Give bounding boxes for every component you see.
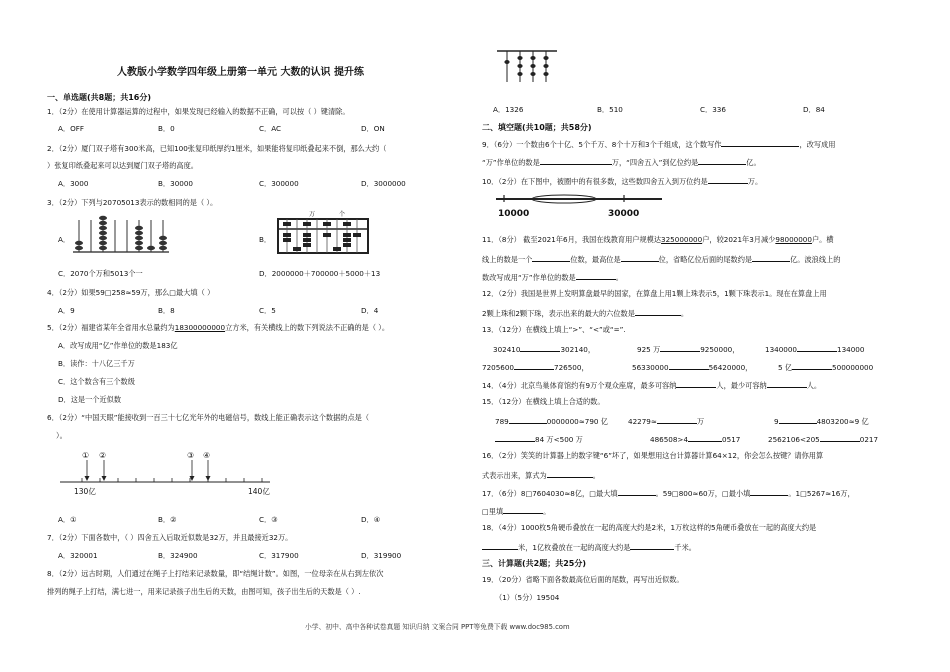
q11-text-2a: 线上的数是一个 [482, 255, 533, 264]
q13-right: 134000 [837, 345, 865, 354]
q9-text-1b: ，改写成用 [799, 140, 836, 149]
q13-blank[interactable] [669, 362, 709, 370]
question-18-line-2 [482, 542, 696, 551]
q17-blank-3[interactable] [503, 506, 543, 514]
q13-left: 56330000 [632, 363, 669, 372]
q13-row-2-item-1 [482, 362, 589, 371]
question-6-line-2: ）。 [56, 431, 67, 440]
q13-blank[interactable] [797, 344, 837, 352]
q15-right: 4803200≈9 亿 [816, 417, 869, 426]
q10-number-line-figure [494, 188, 664, 220]
q9-blank-3[interactable] [698, 157, 746, 165]
section-calculation: 三、计算题(共2题；共25分) [482, 559, 587, 568]
q4-option-a: A．9 [58, 306, 75, 315]
question-12-line-1: 12．（2分）我国是世界上发明算盘最早的国家，在算盘上用1颗上珠表示5，1颗下珠表示1。现在在算盘上用 [482, 289, 827, 298]
q15-blank[interactable] [509, 416, 547, 424]
q13-right: 500000000 [832, 363, 874, 372]
q13-row-2-item-2 [632, 362, 752, 371]
q13-right: 726500， [554, 363, 589, 372]
q3-option-a: A． [58, 235, 71, 244]
document-title: 人教版小学数学四年级上册第一单元 大数的认识 提升练 [117, 67, 364, 78]
q11-text-2b: 位数，最高位是 [570, 255, 621, 264]
q13-left: 925 万 [637, 345, 661, 354]
q2-option-b: B．30000 [158, 179, 193, 188]
q10-text-end: 万。 [747, 177, 763, 186]
section-fill-in: 二、填空题(共10题；共58分) [482, 123, 592, 132]
q8-option-d: D．84 [803, 105, 825, 114]
q9-text-2a: “万”作单位的数是 [482, 158, 540, 167]
q13-row-1-item-3 [765, 344, 864, 353]
q15-row-1-item-1 [495, 416, 608, 425]
q17-text-2b: 。 [543, 507, 551, 516]
question-18-line-1: 18．（4分）1000枚5角硬币叠放在一起的高度大约是2米，1万枚这样的5角硬币叠放在一起的高度大约是 [482, 523, 817, 532]
q13-row-1-item-1 [493, 344, 595, 353]
q5-option-d: D．这是一个近似数 [58, 395, 122, 404]
question-17-line-1 [482, 488, 855, 497]
question-11-line-2 [482, 254, 840, 263]
question-2-line-1: 2．（2分）厦门双子塔有300米高，已知100张复印纸厚约1厘米，如果能将复印纸叠起来不倒，那么大约（ [47, 144, 387, 153]
q11-blank-2[interactable] [621, 254, 659, 262]
q13-left: 1340000 [765, 345, 798, 354]
q14-text-a: 14．（4分）北京鸟巢体育馆约有9万个观众座席，最多可容纳 [482, 381, 677, 390]
q15-left: 2562106<205 [768, 435, 820, 444]
q1-option-b: B．0 [158, 124, 175, 133]
q9-blank-1[interactable] [721, 139, 799, 147]
q17-blank-1[interactable] [618, 488, 656, 496]
question-13: 13．（12分）在横线上填上“>”、“<”或“=”. [482, 325, 626, 334]
q8-option-a: A．1326 [493, 105, 524, 114]
q10-tick-10000: 10000 [498, 209, 530, 219]
q17-blank-2[interactable] [750, 488, 788, 496]
q2-option-d: D．3000000 [361, 179, 406, 188]
q3-option-c: C．2070个万和5013个一 [58, 269, 143, 278]
q16-text-end: 。 [592, 471, 600, 480]
q15-row-1-item-2 [628, 416, 704, 425]
q5-option-b: B．读作：十八亿三千万 [58, 359, 135, 368]
q1-option-c: C．AC [259, 124, 282, 133]
question-8-line-2: 排列的绳子上打结，满七进一，用来记录孩子出生后的天数，由图可知，孩子出生后的天数是（ ）. [47, 587, 361, 596]
question-6-line-1: 6．（2分）“中国天眼”能接收到一百三十七亿光年外的电磁信号，数线上能正确表示这个数据的点是（ [47, 413, 370, 422]
abacus-label-wan: 万 [309, 211, 316, 218]
question-7: 7．（2分）下面各数中，（ ）四舍五入后取近似数是32万，并且最接近32万。 [47, 533, 293, 542]
q5-text-pre: 5．（2分）福建省某年全省用水总量约为 [47, 323, 175, 332]
q18-text-2b: 千米。 [674, 543, 696, 552]
q2-option-c: C．300000 [259, 179, 299, 188]
question-16-line-1: 16．（2分）笑笑的计算器上的数字键“6”坏了，如果想用这台计算器计算64×12，你会怎么按键？请你用算 [482, 451, 824, 460]
q14-text-b: 人，最少可容纳 [716, 381, 767, 390]
q10-text: 10．（2分）在下图中，被圈中的有很多数，这些数四舍五入到万位约是 [482, 177, 708, 186]
q10-blank[interactable] [708, 176, 748, 184]
q9-text-2b: 万，“四舍五入”到亿位约是 [611, 158, 699, 167]
knot-rope-figure [493, 48, 561, 86]
q16-text: 式表示出来，算式为 [482, 471, 547, 480]
q4-option-c: C．5 [259, 306, 276, 315]
q7-option-c: C．317900 [259, 551, 299, 560]
question-1: 1．（2分）在使用计算器运算的过程中，如果发现已经输入的数据不正确，可以按（ ）键清除。 [47, 107, 350, 116]
q14-blank-2[interactable] [767, 380, 807, 388]
question-8-line-1: 8．（2分）远古时期，人们通过在绳子上打结来记录数量，即“结绳计数”。如图，一位母亲在从右到左依次 [47, 569, 384, 578]
q3-abacus-a-figure [71, 212, 171, 256]
q13-blank[interactable] [520, 344, 560, 352]
question-11-line-1 [482, 236, 834, 243]
q13-left: 302410 [493, 345, 521, 354]
q18-text-2a: 米，1亿枚叠放在一起的高度大约是 [518, 543, 631, 552]
q1-option-d: D．ON [361, 124, 385, 133]
question-3: 3．（2分）下列与20705013表示的数相同的是（ ）。 [47, 198, 218, 207]
q11-blank-1[interactable] [532, 254, 570, 262]
q4-option-d: D．4 [361, 306, 379, 315]
q15-blank[interactable] [688, 434, 722, 442]
q11-wavy-number: 98000000 [775, 235, 812, 244]
q5-option-c: C．这个数含有三个数级 [58, 377, 135, 386]
q15-right: 84 万<500 万 [535, 435, 583, 444]
q14-text-c: 人。 [806, 381, 822, 390]
q15-row-2-item-1 [495, 434, 583, 443]
q15-right: 万 [696, 417, 705, 426]
q6-number-line-figure [60, 448, 275, 500]
q13-blank[interactable] [792, 362, 832, 370]
q13-right: 302140， [560, 345, 596, 354]
point-marker-2: ② [99, 451, 107, 460]
q9-text-2c: 亿。 [746, 158, 761, 167]
q15-left: 9 [774, 417, 779, 426]
q9-blank-2[interactable] [540, 157, 612, 165]
q6-option-b: B．② [158, 515, 177, 524]
q15-right: 0000000≈790 亿 [546, 417, 608, 426]
q15-left: 789 [495, 417, 509, 426]
q11-underlined-number: 325000000 [661, 235, 703, 244]
q5-underlined-number: 18300000000 [174, 323, 226, 332]
q17-text-b: 。59□800≈60万，□最小填 [655, 489, 751, 498]
q11-text-2c: 位，省略亿位后面的尾数约是 [658, 255, 753, 264]
q11-blank-3[interactable] [752, 254, 790, 262]
q13-right: 9250000， [700, 345, 740, 354]
q10-tick-30000: 30000 [608, 209, 640, 219]
point-marker-3: ③ [187, 451, 195, 460]
q13-right: 56420000， [708, 363, 753, 372]
question-10 [482, 176, 762, 185]
q15-right: 0217 [859, 435, 879, 444]
q15-blank[interactable] [657, 416, 697, 424]
q8-option-c: C．336 [700, 105, 726, 114]
question-19: 19．（20分）省略下面各数最高位后面的尾数，再写出近似数。 [482, 575, 684, 584]
q13-blank[interactable] [660, 344, 700, 352]
question-17-line-2 [482, 506, 550, 515]
q11-text-1a: 11．（8分） 截至2021年6月，我国在线教育用户规模达 [482, 235, 662, 244]
question-9-line-1 [482, 139, 835, 148]
q9-text-1: 9．（6分）一个数由6个十亿、5个千万、8个十万和3个千组成，这个数写作 [482, 140, 722, 149]
question-16-line-2 [482, 470, 600, 479]
q17-text-2a: □里填 [482, 507, 504, 516]
q13-left: 7205600 [482, 363, 515, 372]
q15-left: 42279≈ [628, 417, 657, 426]
q12-text: 2颗上珠和2颗下珠，表示出来的最大的六位数是 [482, 309, 635, 318]
q1-option-a: A．OFF [58, 124, 85, 133]
tick-label-130: 130亿 [74, 487, 96, 496]
q15-row-2-item-3 [768, 434, 878, 443]
q6-option-a: A．① [58, 515, 77, 524]
q3-option-b: B． [259, 235, 272, 244]
q7-option-b: B．324900 [158, 551, 198, 560]
q12-text-end: 。 [680, 309, 689, 318]
q11-text-3a: 数改写成用“万”作单位的数是 [482, 273, 576, 282]
q2-option-a: A．3000 [58, 179, 89, 188]
question-11-line-3 [482, 272, 623, 281]
point-marker-1: ① [82, 451, 90, 460]
q6-option-c: C．③ [259, 515, 278, 524]
q11-text-3b: 。 [615, 273, 623, 282]
point-marker-4: ④ [203, 451, 211, 460]
q11-text-1b: 户，较2021年3月减少 [702, 235, 776, 244]
q15-blank[interactable] [820, 434, 860, 442]
q11-blank-4[interactable] [576, 272, 616, 280]
q15-right: 0517 [722, 435, 741, 444]
question-12-line-2 [482, 308, 688, 317]
q7-option-a: A．320001 [58, 551, 98, 560]
section-single-choice: 一、单选题(共8题；共16分) [47, 93, 152, 102]
q5-text-post: 立方米，有关横线上的数下列说法不正确的是（ ）。 [225, 323, 390, 332]
question-15: 15．（12分）在横线上填上合适的数。 [482, 397, 605, 406]
q11-text-1c: 户。横 [811, 235, 834, 244]
q13-row-1-item-2 [637, 344, 739, 353]
question-4: 4．（2分）如果59□258≈59万，那么□最大填（ ） [47, 288, 215, 297]
q18-blank-2[interactable] [630, 542, 674, 550]
q5-option-a: A．改写成用“亿”作单位的数是183亿 [58, 341, 178, 350]
q15-row-2-item-2 [650, 434, 740, 443]
question-5 [47, 324, 389, 331]
question-2-line-2: ）张复印纸叠起来可以达到厦门双子塔的高度。 [47, 161, 198, 170]
q17-text-c: 。1□5267≈16万， [788, 489, 855, 498]
q8-option-b: B．510 [597, 105, 623, 114]
question-14 [482, 380, 821, 389]
q6-option-d: D．④ [361, 515, 381, 524]
q15-row-1-item-3 [774, 416, 869, 425]
q13-left: 5 亿 [778, 363, 793, 372]
q17-text-a: 17．（6分）8□7604030≈8亿，□最大填 [482, 489, 618, 498]
abacus-label-ge: 个 [339, 211, 346, 218]
q15-left: 486508>4 [650, 435, 689, 444]
q4-option-b: B．8 [158, 306, 175, 315]
q15-blank[interactable] [779, 416, 817, 424]
question-19-part-1: （1）（5分）19504 [495, 593, 560, 602]
q3-option-d: D．2000000＋700000＋5000＋13 [259, 269, 381, 278]
q7-option-d: D．319900 [361, 551, 402, 560]
tick-label-140: 140亿 [248, 487, 270, 496]
q13-row-2-item-3 [778, 362, 873, 371]
q11-text-2d: 亿。波浪线上的 [790, 255, 841, 264]
q16-blank[interactable] [547, 470, 593, 478]
page-footer: 小学、初中、高中各种试卷真题 知识归纳 文案合同 PPT等免费下载 www.doc985.com [305, 623, 570, 631]
q12-blank[interactable] [635, 308, 681, 316]
q15-blank[interactable] [495, 434, 535, 442]
q3-abacus-b-figure [275, 209, 371, 255]
q18-blank-1[interactable] [482, 542, 518, 550]
q13-blank[interactable] [514, 362, 554, 370]
q14-blank-1[interactable] [676, 380, 716, 388]
question-9-line-2 [482, 157, 761, 166]
